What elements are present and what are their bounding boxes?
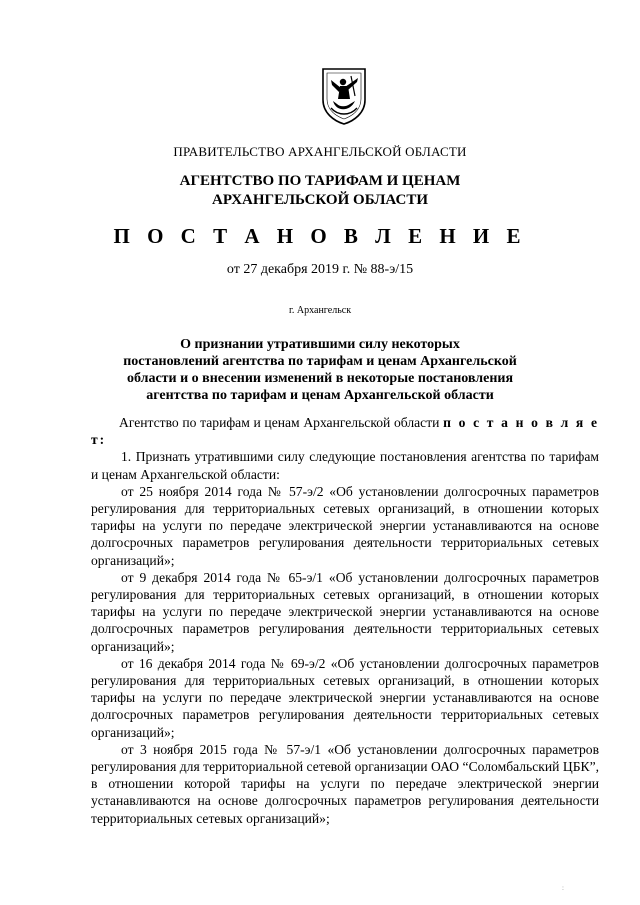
subject-line3: области и о внесении изменений в некоторые постановления [126,371,514,386]
government-name: ПРАВИТЕЛЬСТВО АРХАНГЕЛЬСКОЙ ОБЛАСТИ [173,144,467,159]
subject-line4: агентства по тарифам и ценам Архангельской области [146,388,494,403]
coat-of-arms-icon [320,66,368,126]
document-city: г. Архангельск [288,305,352,316]
intro-text: Агентство по тарифам и ценам Архангельской области [119,415,444,430]
list-item-1: от 25 ноября 2014 года № 57-э/2 «Об установлении долгосрочных параметров регулирования для территориальных сетевых организаций, в отношении которых тарифы на услуги по передаче электрической энергии устанавливаются на основе долгосрочных параметров регулирования деятельности территориальных сетевых организаций»; [91,483,599,568]
intro-paragraph [91,414,599,448]
document-type: П О С Т А Н О В Л Е Н И Е [113,224,527,248]
agency-name-line2: АРХАНГЕЛЬСКОЙ ОБЛАСТИ [212,192,428,208]
agency-name-line1: АГЕНТСТВО ПО ТАРИФАМ И ЦЕНАМ [179,173,461,189]
document-body [91,414,599,827]
resolves-keyword: п о с т а н о в л я е т: [91,415,600,448]
list-item-3: от 16 декабря 2014 года № 69-э/2 «Об установлении долгосрочных параметров регулирования для территориальных сетевых организаций, в отношении которых тарифы на услуги по передаче электрической энергии устанавливаются на основе долгосрочных параметров регулирования деятельности территориальных сетевых организаций»; [91,655,599,740]
list-item-4: от 3 ноября 2015 года № 57-э/1 «Об установлении долгосрочных параметров регулирования для территориальной сетевой организации ОАО “Соломбальский ЦБК”, в отношении которой тарифы на услуги по передаче электрической энергии устанавливаются на основе долгосрочных параметров регулирования деятельности территориальных сетевых организаций»; [91,741,599,826]
point-1: 1. Признать утратившими силу следующие постановления агентства по тарифам и ценам Архангельской области: [91,449,599,482]
subject-line1: О признании утратившими силу некоторых [180,337,460,352]
document-subject [60,336,580,404]
agency-name [60,172,580,210]
subject-line2: постановлений агентства по тарифам и ценам Архангельской [123,354,517,369]
list-item-2: от 9 декабря 2014 года № 65-э/1 «Об установлении долгосрочных параметров регулирования для территориальных сетевых организаций, в отношении которых тарифы на услуги по передаче электрической энергии устанавливаются на основе долгосрочных параметров регулирования деятельности территориальных сетевых организаций»; [91,569,599,654]
document-date-number: от 27 декабря 2019 г. № 88-э/15 [226,262,414,277]
page-mark: : [562,884,564,892]
